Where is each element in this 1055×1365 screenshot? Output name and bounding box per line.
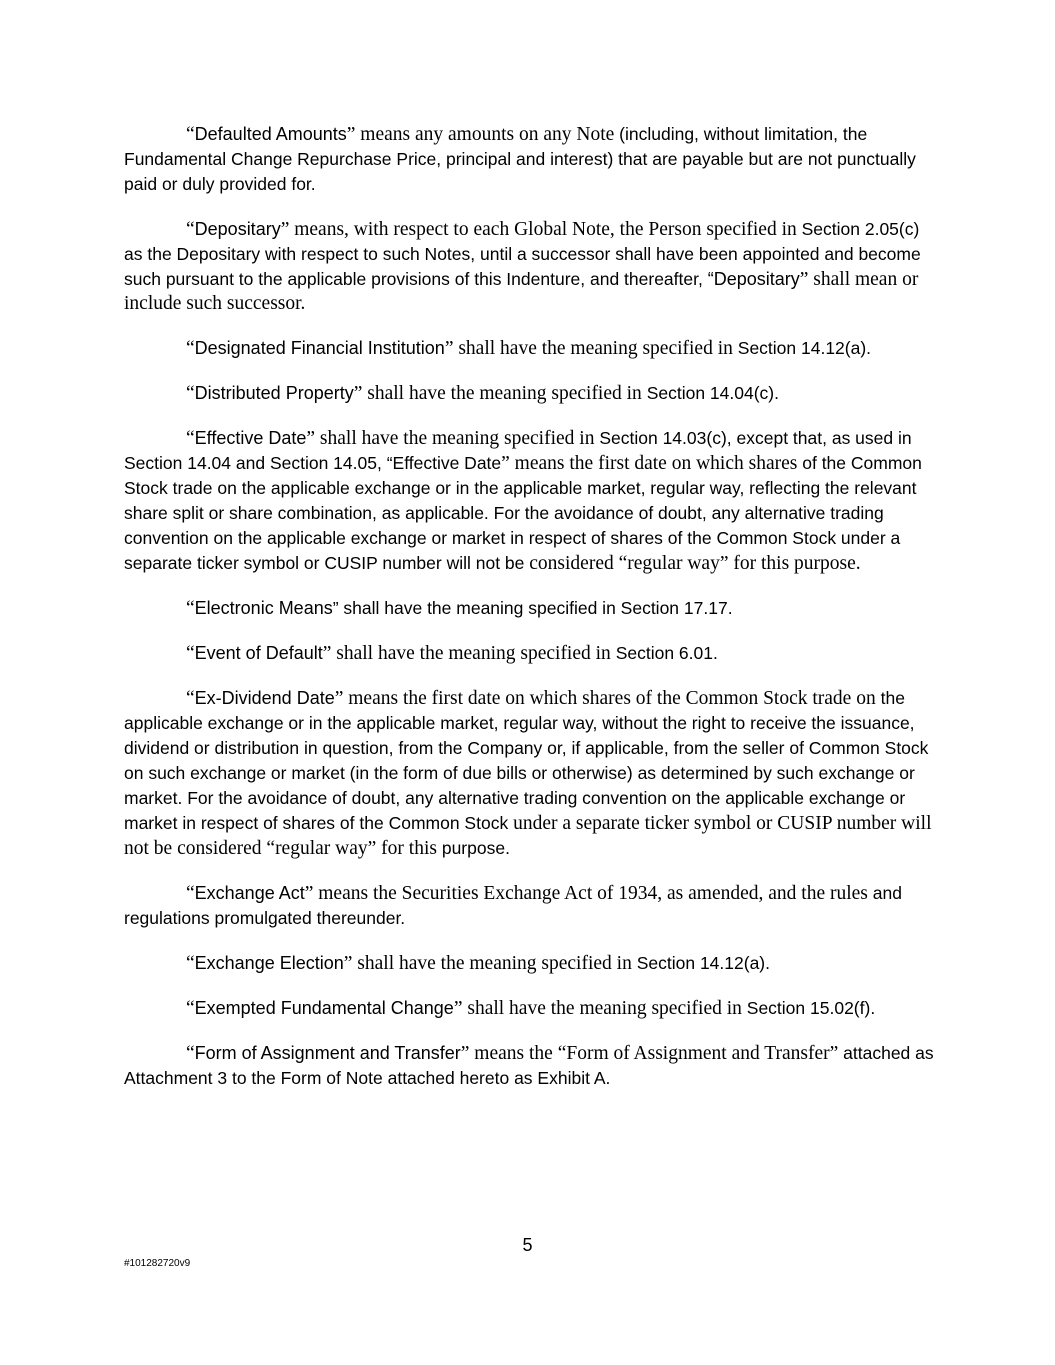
definition-text: ” shall have the meaning specified in bbox=[343, 953, 637, 974]
defined-term: Event of Default bbox=[194, 643, 323, 663]
page-number: 5 bbox=[522, 1235, 533, 1255]
defined-term: Ex-Dividend Date bbox=[194, 688, 335, 708]
defined-term: “Depositary bbox=[707, 269, 800, 289]
definition-designated-financial-institution: “Designated Financial Institution” shall have the meaning specified in Section 14.12(a). bbox=[186, 338, 872, 359]
definition-text: Section 14.03(c), except that, as used in Section 14.04 and Section 14.05, “Effective Date bbox=[124, 428, 912, 473]
definition-depositary: “Depositary” means, with respect to each Global Note, the Person specified in Section 2.05(c) as the Depositary with respect to such Notes, until a successor shall have been appointed and become such pursuant to the applicable provisions of this Indenture, and thereafter, “Depositary” shall mean or include such successor. bbox=[124, 219, 921, 314]
section-reference: Section 14.12(a). bbox=[636, 953, 770, 973]
definition-effective-date: “Effective Date” shall have the meaning specified in Section 14.03(c), except that, as used in Section 14.04 and Section 14.05, “Effective Date” means the first date on which shares of the Common Stock trade on the applicable exchange or in the applicable market, regular way, reflecting the relevant share split or share combination, as applicable. For the avoidance of doubt, any alternative trading convention on the applicable exchange or market in respect of shares of the Common Stock under a separate ticker symbol or CUSIP number will not be considered “regular way” for this purpose. bbox=[124, 428, 922, 574]
section-reference: Section 14.12(a). bbox=[737, 338, 872, 358]
defined-term: Defaulted Amounts bbox=[194, 124, 347, 144]
definition-text: ” shall have the meaning specified in bbox=[306, 428, 600, 449]
definition-text: Section 2.05(c) as the Depositary with respect to such Notes, until a successor shall have been appointed and become such pursuant to the applicable provisions of this Indenture, and thereafter, bbox=[124, 219, 921, 289]
definition-text: purpose. bbox=[441, 838, 510, 858]
section-reference: Section 15.02(f). bbox=[746, 998, 876, 1018]
defined-term: Exchange Election bbox=[194, 953, 344, 973]
definition-exchange-election: “Exchange Election” shall have the meaning specified in Section 14.12(a). bbox=[186, 953, 770, 974]
definition-text: ” shall have the meaning specified in bbox=[453, 998, 747, 1019]
definition-form-of-assignment: “Form of Assignment and Transfer” means the “Form of Assignment and Transfer” attached as Attachment 3 to the Form of Note attached hereto as Exhibit A. bbox=[124, 1043, 934, 1088]
definition-text: ” shall mean or include such successor. bbox=[124, 269, 919, 314]
defined-term: Exempted Fundamental Change bbox=[194, 998, 454, 1018]
section-reference: Section 6.01. bbox=[615, 643, 718, 663]
definition-text: (including, without limitation, the Fundamental Change Repurchase Price, principal and interest) that are payable but are not punctually paid or duly provided for. bbox=[124, 124, 916, 194]
defined-term: Distributed Property bbox=[194, 383, 354, 403]
defined-term: Form of Assignment and Transfer bbox=[194, 1043, 461, 1063]
defined-term: Depositary bbox=[194, 219, 281, 239]
document-id: #101282720v9 bbox=[124, 1258, 191, 1269]
definition-defaulted-amounts: “Defaulted Amounts” means any amounts on any Note (including, without limitation, the Fundamental Change Repurchase Price, principal and interest) that are payable but are not punctually paid or duly provided for. bbox=[124, 124, 916, 194]
definition-text: and regulations promulgated thereunder. bbox=[124, 883, 902, 928]
defined-term: Exchange Act bbox=[194, 883, 305, 903]
definition-ex-dividend-date: “Ex-Dividend Date” means the first date on which shares of the Common Stock trade on the applicable exchange or in the applicable market, regular way, without the right to receive the issuance, dividend or distribution in question, from the Company or, if applicable, from the seller of Common Stock on such exchange or market (in the form of due bills or otherwise) as determined by such exchange or market. For the avoidance of doubt, any alternative trading convention on the applicable exchange or market in respect of shares of the Common Stock under a separate ticker symbol or CUSIP number will not be considered “regular way” for this purpose. bbox=[124, 688, 932, 859]
definition-text: considered “regular way” for this purpose. bbox=[529, 553, 861, 574]
definition-text: attached as Attachment 3 to the Form of Note attached hereto as Exhibit A. bbox=[124, 1043, 934, 1088]
definition-text: ” shall have the meaning specified in Section 17.17. bbox=[332, 598, 733, 618]
definition-text: under a separate ticker symbol or CUSIP number will not be considered “regular way” for this bbox=[124, 813, 932, 859]
definition-text: ” means any amounts on any Note bbox=[346, 124, 620, 145]
definition-text: ” shall have the meaning specified in bbox=[353, 383, 647, 404]
definition-text: ” means the first date on which shares bbox=[501, 453, 803, 474]
definition-text: ” shall have the meaning specified in bbox=[322, 643, 616, 664]
defined-term: Electronic Means bbox=[194, 598, 333, 618]
defined-term: Effective Date bbox=[194, 428, 307, 448]
definition-text: ” means the Securities Exchange Act of 1934, as amended, and the rules bbox=[304, 883, 873, 904]
definition-event-of-default: “Event of Default” shall have the meaning specified in Section 6.01. bbox=[186, 643, 718, 664]
document-body bbox=[124, 122, 934, 1111]
definition-text: ” means the “Form of Assignment and Transfer” bbox=[460, 1043, 844, 1064]
definition-text: the applicable exchange or in the applicable market, regular way, without the right to receive the issuance, dividend or distribution in question, from the Company or, if applicable, from the seller of Common Stock on such exchange or market (in the form of due bills or otherwise) as determined by such exchange or market. For the avoidance of doubt, any alternative trading convention on the applicable exchange or market in respect of shares of the Common Stock bbox=[124, 688, 929, 833]
definition-text: ” means, with respect to each Global Note, the Person specified in bbox=[280, 219, 802, 240]
definition-distributed-property: “Distributed Property” shall have the meaning specified in Section 14.04(c). bbox=[186, 383, 779, 404]
definition-exempted-fundamental-change: “Exempted Fundamental Change” shall have the meaning specified in Section 15.02(f). bbox=[186, 998, 876, 1019]
defined-term: Designated Financial Institution bbox=[194, 338, 445, 358]
section-reference: Section 14.04(c). bbox=[646, 383, 779, 403]
definition-text: ” means the first date on which shares of the Common Stock trade on bbox=[334, 688, 881, 709]
definition-exchange-act: “Exchange Act” means the Securities Exchange Act of 1934, as amended, and the rules and regulations promulgated thereunder. bbox=[124, 883, 902, 928]
definition-electronic-means: “Electronic Means” shall have the meaning specified in Section 17.17. bbox=[186, 598, 733, 619]
definition-text: ” shall have the meaning specified in bbox=[444, 338, 738, 359]
definition-text: of the Common Stock trade on the applicable exchange or in the applicable market, regular way, reflecting the relevant share split or share combination, as applicable. For the avoidance of doubt, any alternative trading convention on the applicable exchange or market in respect of shares of the Common Stock under a separate ticker symbol or CUSIP number will not be bbox=[124, 453, 922, 573]
